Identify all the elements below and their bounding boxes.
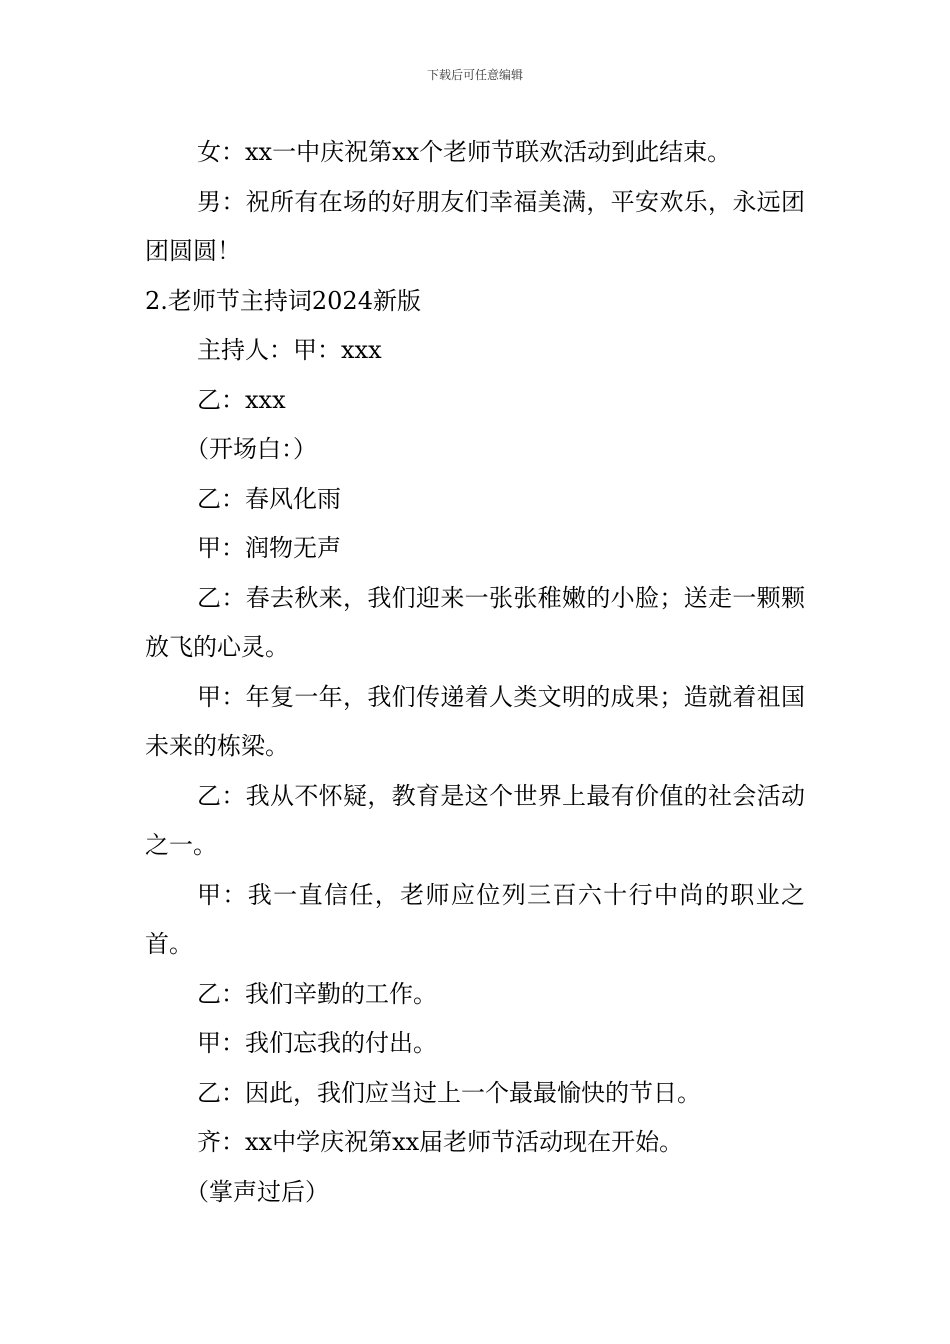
paragraph: 乙：xxx: [197, 385, 286, 414]
paragraph: 乙：因此，我们应当过上一个最最愉快的节日。: [197, 1078, 701, 1107]
section-heading: 2.老师节主持词2024新版: [145, 286, 421, 315]
paragraph: （开场白：）: [185, 435, 317, 463]
paragraph: 女：xx一中庆祝第xx个老师节联欢活动到此结束。: [197, 138, 732, 166]
paragraph: 甲：润物无声: [197, 534, 341, 562]
paragraph: 齐：xx中学庆祝第xx届老师节活动现在开始。: [197, 1128, 684, 1156]
paragraph: 乙：春风化雨: [197, 484, 341, 513]
paragraph: 乙：我们辛勤的工作。: [197, 979, 437, 1008]
paragraph: 甲：年复一年，我们传递着人类文明的成果；造就着祖国未来的栋梁。: [145, 682, 805, 760]
paragraph: （掌声过后）: [185, 1177, 329, 1206]
paragraph: 乙：春去秋来，我们迎来一张张稚嫩的小脸；送走一颗颗放飞的心灵。: [145, 583, 805, 661]
paragraph: 甲：我一直信任，老师应位列三百六十行中尚的职业之首。: [145, 880, 805, 958]
page-header: 下载后可任意编辑: [426, 68, 523, 82]
paragraph: 男：祝所有在场的好朋友们幸福美满，平安欢乐，永远团团圆圆！: [145, 187, 805, 265]
paragraph: 甲：我们忘我的付出。: [197, 1029, 437, 1057]
document-body: [145, 128, 805, 1217]
paragraph: 乙：我从不怀疑，教育是这个世界上最有价值的社会活动之一。: [145, 781, 805, 859]
paragraph: 主持人：甲：xxx: [197, 336, 382, 364]
